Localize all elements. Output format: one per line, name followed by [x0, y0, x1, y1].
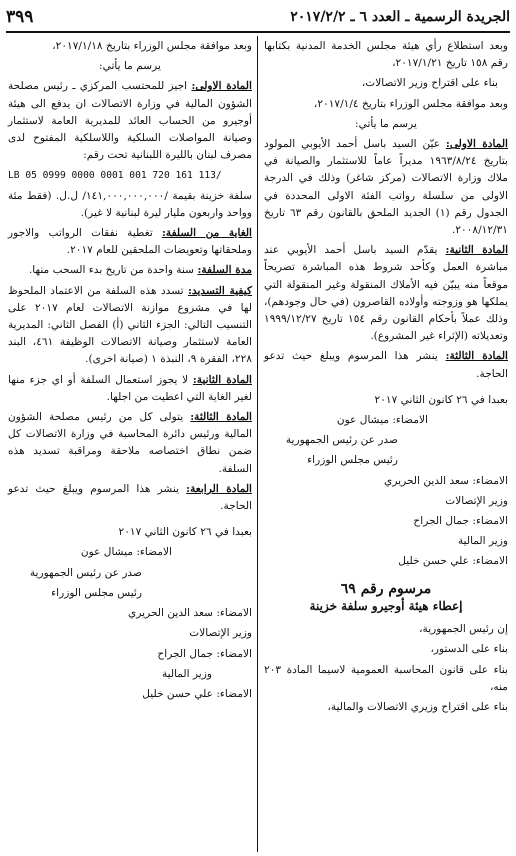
- article-text: ينشر هذا المرسوم ويبلغ حيث تدعو الحاجة.: [8, 482, 252, 513]
- signature: الامضاء: علي حسن خليل: [142, 687, 252, 700]
- decree-date: بعبدا في ٢٦ كانون الثاني ٢٠١٧: [374, 393, 508, 406]
- article-2: [8, 372, 252, 406]
- paragraph: بناء على قانون المحاسبة العمومية لاسيما المادة ٢٠٣ منه،: [264, 663, 508, 693]
- paragraph: إن رئيس الجمهورية،: [419, 623, 508, 636]
- signature: الامضاء: سعد الدين الحريري: [128, 607, 252, 620]
- article-label: كيفية التسديد:: [188, 284, 252, 297]
- signature: الامضاء: سعد الدين الحريري: [384, 474, 508, 487]
- gazette-title: الجريدة الرسمية ـ العدد ٦ ـ ٢٠١٧/٢/٢: [290, 9, 510, 25]
- article-text: يتولى كل من رئيس مصلحة الشؤون المالية ورئيس دائرة المحاسبة في وزارة الاتصالات كل ضمن نطاق اختصاصه ملاحقة ومراقبة تسديد هذه السلفة.: [8, 411, 252, 475]
- signatory-title: وزير الإتصالات: [189, 627, 252, 640]
- page-header: [6, 6, 510, 28]
- article-3: [8, 409, 252, 478]
- paragraph: يرسم ما يأتي:: [355, 117, 417, 130]
- decree-subject: إعطاء هيئة أوجيرو سلفة خزينة: [309, 598, 463, 613]
- signature: الامضاء: جمال الجراح: [413, 515, 508, 528]
- paragraph: يرسم ما يأتي:: [99, 60, 161, 73]
- issued-by: صدر عن رئيس الجمهورية: [285, 434, 398, 447]
- loan-term: [8, 262, 252, 279]
- signature: الامضاء: جمال الجراح: [157, 647, 252, 660]
- article-text: تغطية نفقات الرواتب والاجور وملحقاتها وتعويضات الملحقين للعام ٢٠١٧.: [8, 227, 252, 257]
- left-column: [8, 38, 252, 706]
- article-text: عيّن السيد باسل أحمد الأيوبي المولود بتاريخ ١٩٦٣/٨/٢٤ مديراً عاماً للاستثمار والصيانة في ملاك وزارة الاتصالات (مركز شاغر) وذلك في الدرجة الاولى من سلسلة رواتب الفئة الاولى المحددة في الجدول رقم (١) الجديد الملحق بالقانون رقم ٦٣ تاريخ ٢٠٠٨/١٢/٣١.: [264, 138, 509, 237]
- signatory-title: وزير المالية: [457, 535, 508, 548]
- signatory-title: رئيس مجلس الوزراء: [307, 454, 398, 467]
- decree-date: بعبدا في ٢٦ كانون الثاني ٢٠١٧: [118, 526, 252, 539]
- article-text: اجيز للمحتسب المركزي ـ رئيس مصلحة الشؤون المالية في وزارة الاتصالات ان يدفع الى هيئة أوجيرو من الحساب العائد للمديرية العامة لاستثمار وصيانة المواصلات السلكية واللاسلكية المفتوح لدى مصرف لبنان بالليرة اللبنانية تحت رقم:: [8, 80, 252, 162]
- paragraph: وبعد استطلاع رأي هيئة مجلس الخدمة المدنية بكتابها رقم ١٥٨ تاريخ ٢٠١٧/١/٢١،: [264, 40, 508, 70]
- signature: الامضاء: ميشال عون: [80, 546, 172, 559]
- article-label: المادة الثالثة:: [190, 411, 252, 424]
- signatory-title: وزير الإتصالات: [445, 494, 508, 507]
- article-text: يقدّم السيد باسل أحمد الأيوبي عند مباشرة العمل وكأحد شروط هذه المباشرة تصريحاً موقعاً منه يبيّن فيه الأملاك المنقولة وغير المنقولة التي يملكها هو وزوجته وأولاده القاصرون (في حال وجودهم)، وذلك عملاً بأحكام القانون رقم ١٥٤ تاريخ ١٩٩٩/١٢/٢٧ وتعديلاته (الإثراء غير المشروع).: [264, 244, 508, 343]
- article-1: [8, 78, 252, 164]
- article-label: المادة الاولى:: [191, 80, 252, 93]
- signatory-title: وزير المالية: [161, 667, 212, 680]
- article-label: المادة الثالثة:: [445, 350, 508, 363]
- article-3: [264, 348, 508, 382]
- column-divider: [257, 36, 258, 852]
- signature: الامضاء: ميشال عون: [336, 414, 428, 427]
- article-text: لا يجوز استعمال السلفة أو اي جزء منها لغير الغاية التي اعطيت من اجلها.: [8, 373, 252, 403]
- paragraph: وبعد موافقة مجلس الوزراء بتاريخ ٢٠١٧/١/١٨،: [52, 40, 252, 52]
- issued-by: صدر عن رئيس الجمهورية: [29, 566, 142, 579]
- article-text: سنة واحدة من تاريخ بدء السحب منها.: [28, 264, 198, 277]
- paragraph: وبعد موافقة مجلس الوزراء بتاريخ ٢٠١٧/١/٤،: [313, 97, 508, 110]
- article-label: المادة الرابعة:: [186, 482, 252, 495]
- paragraph: بناء على اقتراح وزيري الاتصالات والمالية،: [327, 700, 508, 713]
- article-2: [264, 242, 508, 345]
- account-number: LB 05 0999 0000 0001 001 720 161 113/: [8, 170, 222, 182]
- signatory-title: رئيس مجلس الوزراء: [51, 586, 142, 599]
- article-4: [8, 481, 252, 515]
- article-label: مدة السلفة:: [197, 264, 252, 277]
- paragraph: بناء على اقتراح وزير الاتصالات،: [361, 77, 498, 90]
- signature: الامضاء: علي حسن خليل: [398, 555, 508, 568]
- article-text: تسدد هذه السلفة من الاعتماد الملحوظ لها في مشروع موازنة الاتصالات لعام ٢٠١٧ على التنسيب التالي: الجزء الثاني (أ) الفصل الثاني: المديرية العامة لاستثمار وصيانة الاتصالات الوظيفة ٤٦١، البند ٢٢٨، الفقرة ٩، النبذة ١ (صيانة اخرى).: [8, 284, 252, 366]
- article-1: [264, 136, 508, 239]
- article-label: المادة الثانية:: [445, 244, 509, 257]
- right-column: [264, 38, 508, 719]
- page-number: ٣٩٩: [6, 7, 34, 27]
- repayment-method: [8, 283, 252, 369]
- article-label: الغاية من السلفة:: [161, 227, 252, 240]
- paragraph: سلفة خزينة بقيمة /١٤١,٠٠٠,٠٠٠,٠٠٠/ ل.ل. (فقط مئة وواحد واربعون مليار ليرة لبنانية لا غير).: [8, 189, 253, 219]
- decree-title: مرسوم رقم ٦٩: [340, 580, 432, 597]
- header-rule: [6, 31, 510, 33]
- article-label: المادة الاولى:: [445, 138, 508, 151]
- paragraph: بناء على الدستور،: [430, 643, 508, 656]
- loan-purpose: [8, 225, 252, 259]
- article-text: ينشر هذا المرسوم ويبلغ حيث تدعو الحاجة.: [264, 350, 508, 380]
- article-label: المادة الثانية:: [192, 373, 252, 386]
